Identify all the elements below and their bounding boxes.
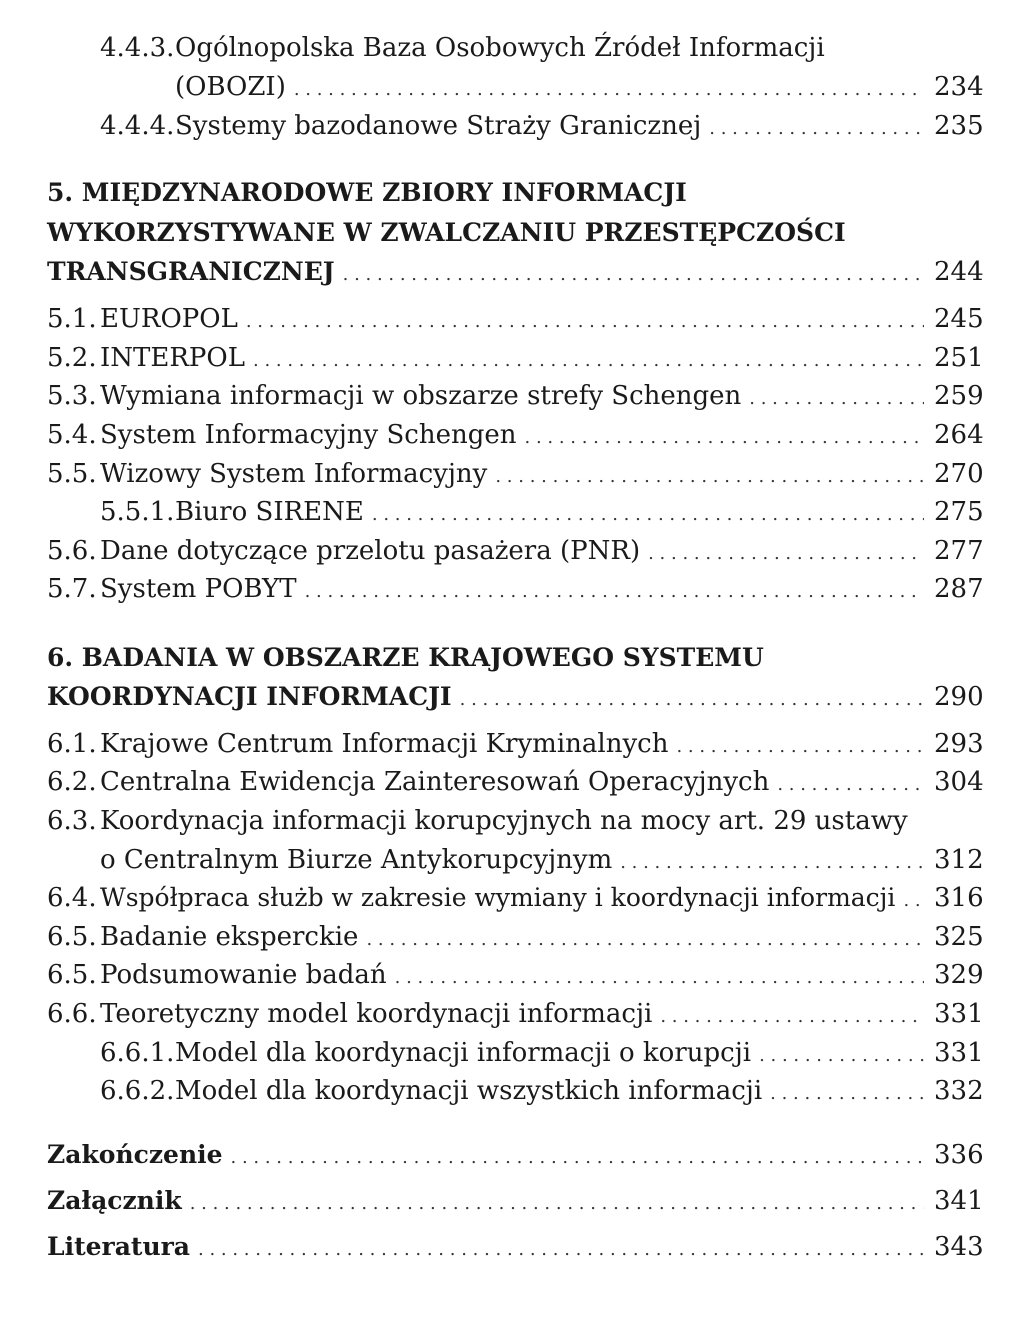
toc-entry-6-5a[interactable] — [47, 921, 984, 956]
entry-number: 6.1. — [47, 729, 97, 759]
entry-number: 6.4. — [47, 883, 97, 913]
entry-title: Centralna Ewidencja Zainteresowań Operacyjnych — [100, 767, 770, 797]
entry-number: 5.4. — [47, 420, 97, 450]
dot-leader — [495, 458, 924, 493]
entry-title: Wizowy System Informacyjny — [100, 459, 488, 489]
page-number: 264 — [934, 420, 984, 450]
chapter-title-cont: TRANSGRANICZNEJ — [47, 257, 335, 286]
toc-entry-zalacznik[interactable] — [47, 1185, 984, 1220]
page-number: 312 — [934, 845, 984, 875]
entry-title: Koordynacja informacji korupcyjnych na mocy art. 29 ustawy — [100, 806, 908, 836]
page-number: 316 — [934, 883, 984, 913]
entry-number: 4.4.3. — [100, 33, 175, 63]
page-number: 259 — [934, 381, 984, 411]
dot-leader — [372, 496, 924, 531]
toc-entry-4-4-3[interactable] — [100, 32, 980, 64]
entry-number: 5.5. — [47, 459, 97, 489]
dot-leader — [253, 342, 924, 377]
toc-entry-4-4-3-cont[interactable] — [175, 71, 984, 106]
toc-entry-5-3[interactable] — [47, 380, 984, 415]
dot-leader — [709, 110, 924, 145]
dot-leader — [648, 535, 924, 570]
dot-leader — [395, 959, 924, 994]
entry-title: Teoretyczny model koordynacji informacji — [100, 999, 653, 1029]
entry-title: Dane dotyczące przelotu pasażera (PNR) — [100, 536, 641, 566]
toc-chapter-6-line2[interactable] — [47, 681, 984, 716]
dot-leader — [246, 303, 924, 338]
dot-leader — [231, 1139, 924, 1174]
dot-leader — [198, 1231, 924, 1266]
entry-title: Model dla koordynacji informacji o korupcji — [175, 1038, 752, 1068]
dot-leader — [903, 882, 924, 917]
page-number: 336 — [934, 1140, 984, 1170]
chapter-title-cont: WYKORZYSTYWANE W ZWALCZANIU PRZESTĘPCZOŚCI — [47, 218, 846, 247]
entry-number: 5.2. — [47, 343, 97, 373]
toc-entry-6-3[interactable] — [47, 805, 980, 837]
page-number: 287 — [934, 574, 984, 604]
dot-leader — [676, 728, 924, 763]
entry-title: EUROPOL — [100, 304, 238, 334]
entry-title: Wymiana informacji w obszarze strefy Schengen — [100, 381, 742, 411]
entry-title: Systemy bazodanowe Straży Granicznej — [175, 111, 702, 141]
dot-leader — [660, 998, 924, 1033]
entry-number: 6.5. — [47, 960, 97, 990]
toc-chapter-5-line1[interactable] — [47, 177, 980, 209]
entry-title: Ogólnopolska Baza Osobowych Źródeł Informacji — [175, 33, 825, 63]
entry-number: 5.3. — [47, 381, 97, 411]
chapter-title-cont: KOORDYNACJI INFORMACJI — [47, 682, 452, 711]
entry-title-cont: o Centralnym Biurze Antykorupcyjnym — [100, 845, 613, 875]
entry-number: 6.3. — [47, 806, 97, 836]
toc-entry-5-2[interactable] — [47, 342, 984, 377]
dot-leader — [759, 1037, 924, 1072]
toc-entry-5-6[interactable] — [47, 535, 984, 570]
dot-leader — [620, 844, 924, 879]
dot-leader — [366, 921, 924, 956]
entry-number: 5.5.1. — [100, 497, 175, 527]
entry-number: 4.4.4. — [100, 111, 175, 141]
dot-leader — [460, 681, 924, 716]
dot-leader — [305, 573, 924, 608]
entry-number: 5.1. — [47, 304, 97, 334]
page-number: 234 — [934, 72, 984, 102]
page-number: 270 — [934, 459, 984, 489]
entry-number: 6.6.1. — [100, 1038, 175, 1068]
toc-entry-4-4-4[interactable] — [100, 110, 984, 145]
entry-title: Biuro SIRENE — [175, 497, 364, 527]
toc-entry-6-6[interactable] — [47, 998, 984, 1033]
entry-number: 5.7. — [47, 574, 97, 604]
chapter-title: 5. MIĘDZYNARODOWE ZBIORY INFORMACJI — [47, 178, 687, 207]
toc-entry-6-3-cont[interactable] — [100, 844, 984, 879]
page-number: 325 — [934, 922, 984, 952]
toc-chapter-5-line3[interactable] — [47, 256, 984, 291]
entry-title: Podsumowanie badań — [100, 960, 387, 990]
dot-leader — [749, 380, 924, 415]
entry-title: System POBYT — [100, 574, 297, 604]
page-number: 329 — [934, 960, 984, 990]
entry-title: System Informacyjny Schengen — [100, 420, 517, 450]
entry-title: Literatura — [47, 1232, 190, 1261]
dot-leader — [343, 256, 924, 291]
toc-entry-5-5-1[interactable] — [100, 496, 984, 531]
page-number: 251 — [934, 343, 984, 373]
entry-number: 6.6. — [47, 999, 97, 1029]
entry-title: INTERPOL — [100, 343, 245, 373]
entry-title: Zakończenie — [47, 1140, 223, 1169]
page-number: 331 — [934, 999, 984, 1029]
entry-title: Model dla koordynacji wszystkich informacji — [175, 1076, 763, 1106]
page-number: 244 — [934, 257, 984, 287]
toc-entry-6-5b[interactable] — [47, 959, 984, 994]
toc-entry-6-1[interactable] — [47, 728, 984, 763]
entry-title: Załącznik — [47, 1186, 182, 1215]
toc-entry-6-6-2[interactable] — [100, 1075, 984, 1110]
entry-title: Krajowe Centrum Informacji Kryminalnych — [100, 729, 669, 759]
toc-entry-5-4[interactable] — [47, 419, 984, 454]
page-number: 275 — [934, 497, 984, 527]
toc-entry-6-2[interactable] — [47, 766, 984, 801]
toc-entry-6-4[interactable] — [47, 882, 984, 917]
dot-leader — [770, 1075, 924, 1110]
page-number: 235 — [934, 111, 984, 141]
toc-entry-5-5[interactable] — [47, 458, 984, 493]
page-number: 293 — [934, 729, 984, 759]
toc-entry-5-7[interactable] — [47, 573, 984, 608]
page-number: 277 — [934, 536, 984, 566]
toc-entry-literatura[interactable] — [47, 1231, 984, 1266]
dot-leader — [190, 1185, 924, 1220]
entry-number: 5.6. — [47, 536, 97, 566]
toc-entry-6-6-1[interactable] — [100, 1037, 984, 1072]
entry-number: 6.2. — [47, 767, 97, 797]
entry-title: Badanie eksperckie — [100, 922, 359, 952]
toc-chapter-6-line1[interactable] — [47, 642, 980, 674]
page-number: 290 — [934, 682, 984, 712]
dot-leader — [777, 766, 924, 801]
dot-leader — [294, 71, 924, 106]
toc-entry-5-1[interactable] — [47, 303, 984, 338]
page-number: 245 — [934, 304, 984, 334]
page-number: 331 — [934, 1038, 984, 1068]
dot-leader — [525, 419, 924, 454]
page-number: 304 — [934, 767, 984, 797]
entry-title-cont: (OBOZI) — [175, 72, 286, 102]
page-number: 332 — [934, 1076, 984, 1106]
entry-title: Współpraca służb w zakresie wymiany i koordynacji informacji — [100, 883, 896, 912]
toc-entry-zakonczenie[interactable] — [47, 1139, 984, 1174]
chapter-title: 6. BADANIA W OBSZARZE KRAJOWEGO SYSTEMU — [47, 643, 764, 672]
toc-chapter-5-line2[interactable] — [47, 217, 980, 249]
entry-number: 6.6.2. — [100, 1076, 175, 1106]
page-number: 341 — [934, 1186, 984, 1216]
page-number: 343 — [934, 1232, 984, 1262]
entry-number: 6.5. — [47, 922, 97, 952]
